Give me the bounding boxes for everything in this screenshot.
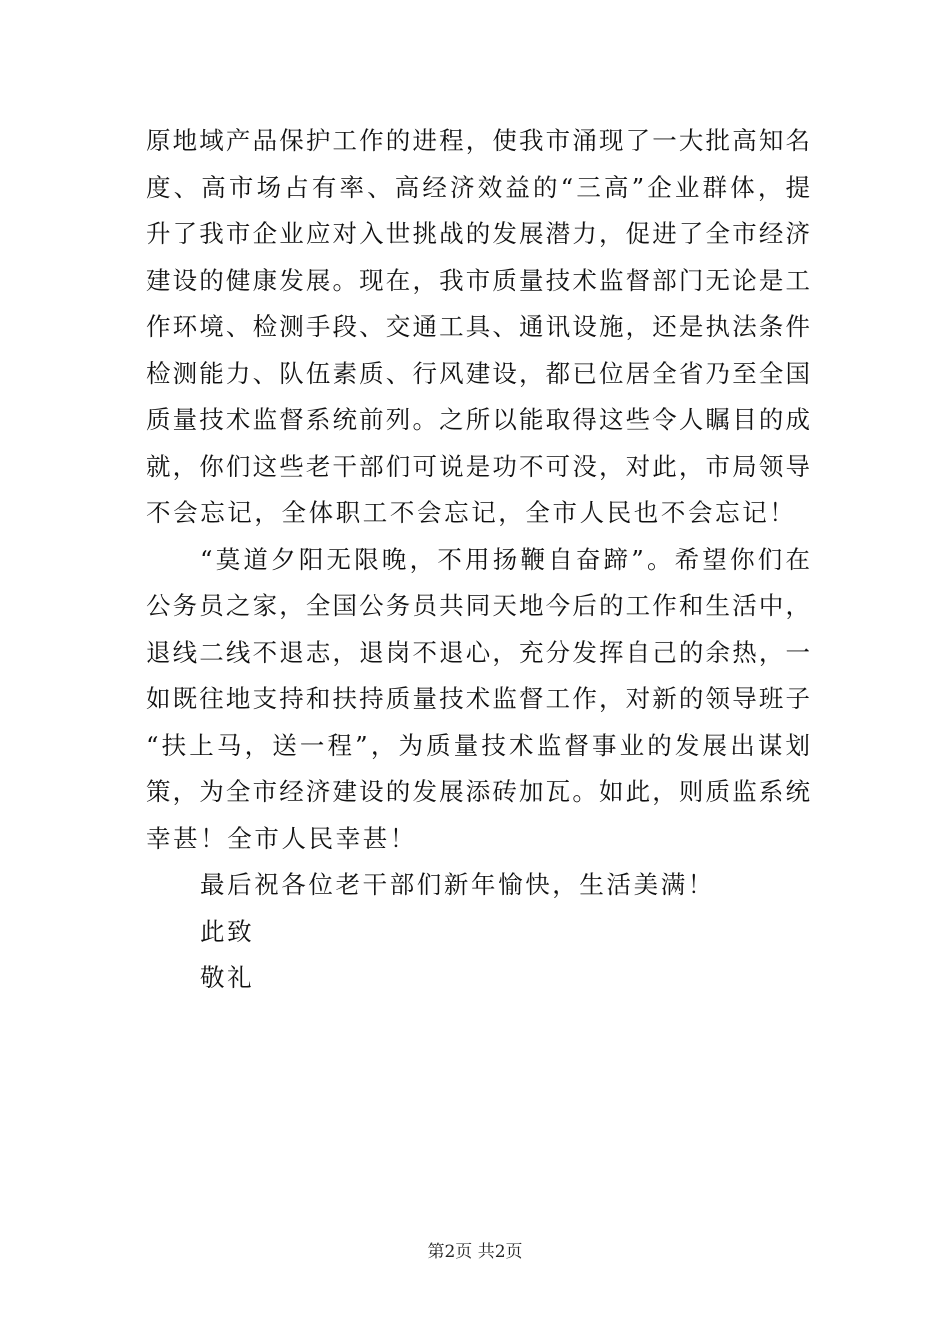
text-line: 幸甚！全市人民幸甚！ bbox=[146, 823, 417, 853]
text-line: 策，为全市经济建设的发展添砖加瓦。如此，则质监系统 bbox=[146, 777, 810, 806]
paragraph-2 bbox=[146, 537, 810, 863]
page-number-footer: 第2页 共2页 bbox=[427, 1242, 523, 1262]
salutation-jingli: 敬礼 bbox=[200, 963, 255, 992]
letter-body bbox=[146, 118, 810, 1002]
text-line: 建设的健康发展。现在，我市质量技术监督部门无论是工 bbox=[146, 265, 810, 295]
text-line: 度、高市场占有率、高经济效益的“三高”企业群体，提 bbox=[146, 172, 810, 202]
text-line: 就，你们这些老干部们可说是功不可没，对此，市局领导 bbox=[146, 451, 810, 481]
text-line: 质量技术监督系统前列。之所以能取得这些令人瞩目的成 bbox=[146, 405, 810, 434]
text-line: 作环境、检测手段、交通工具、通讯设施，还是执法条件 bbox=[146, 312, 810, 341]
salutation-cizhi: 此致 bbox=[200, 916, 255, 946]
text-line: “扶上马，送一程”，为质量技术监督事业的发展出谋划 bbox=[146, 730, 810, 760]
text-line: 不会忘记，全体职工不会忘记，全市人民也不会忘记！ bbox=[146, 498, 797, 527]
paragraph-1 bbox=[146, 118, 810, 537]
text-line: “莫道夕阳无限晚，不用扬鞭自奋蹄”。希望你们在 bbox=[200, 544, 810, 574]
text-line: 公务员之家，全国公务员共同天地今后的工作和生活中， bbox=[146, 591, 810, 620]
text-line: 检测能力、队伍素质、行风建设，都已位居全省乃至全国 bbox=[146, 358, 810, 388]
text-line: 原地域产品保护工作的进程，使我市涌现了一大批高知名 bbox=[146, 126, 810, 155]
closing-wish: 最后祝各位老干部们新年愉快，生活美满！ bbox=[200, 870, 715, 899]
text-line: 如既往地支持和扶持质量技术监督工作，对新的领导班子 bbox=[146, 684, 810, 713]
text-line: 退线二线不退志，退岗不退心，充分发挥自己的余热，一 bbox=[146, 637, 810, 667]
text-line: 升了我市企业应对入世挑战的发展潜力，促进了全市经济 bbox=[146, 219, 810, 248]
